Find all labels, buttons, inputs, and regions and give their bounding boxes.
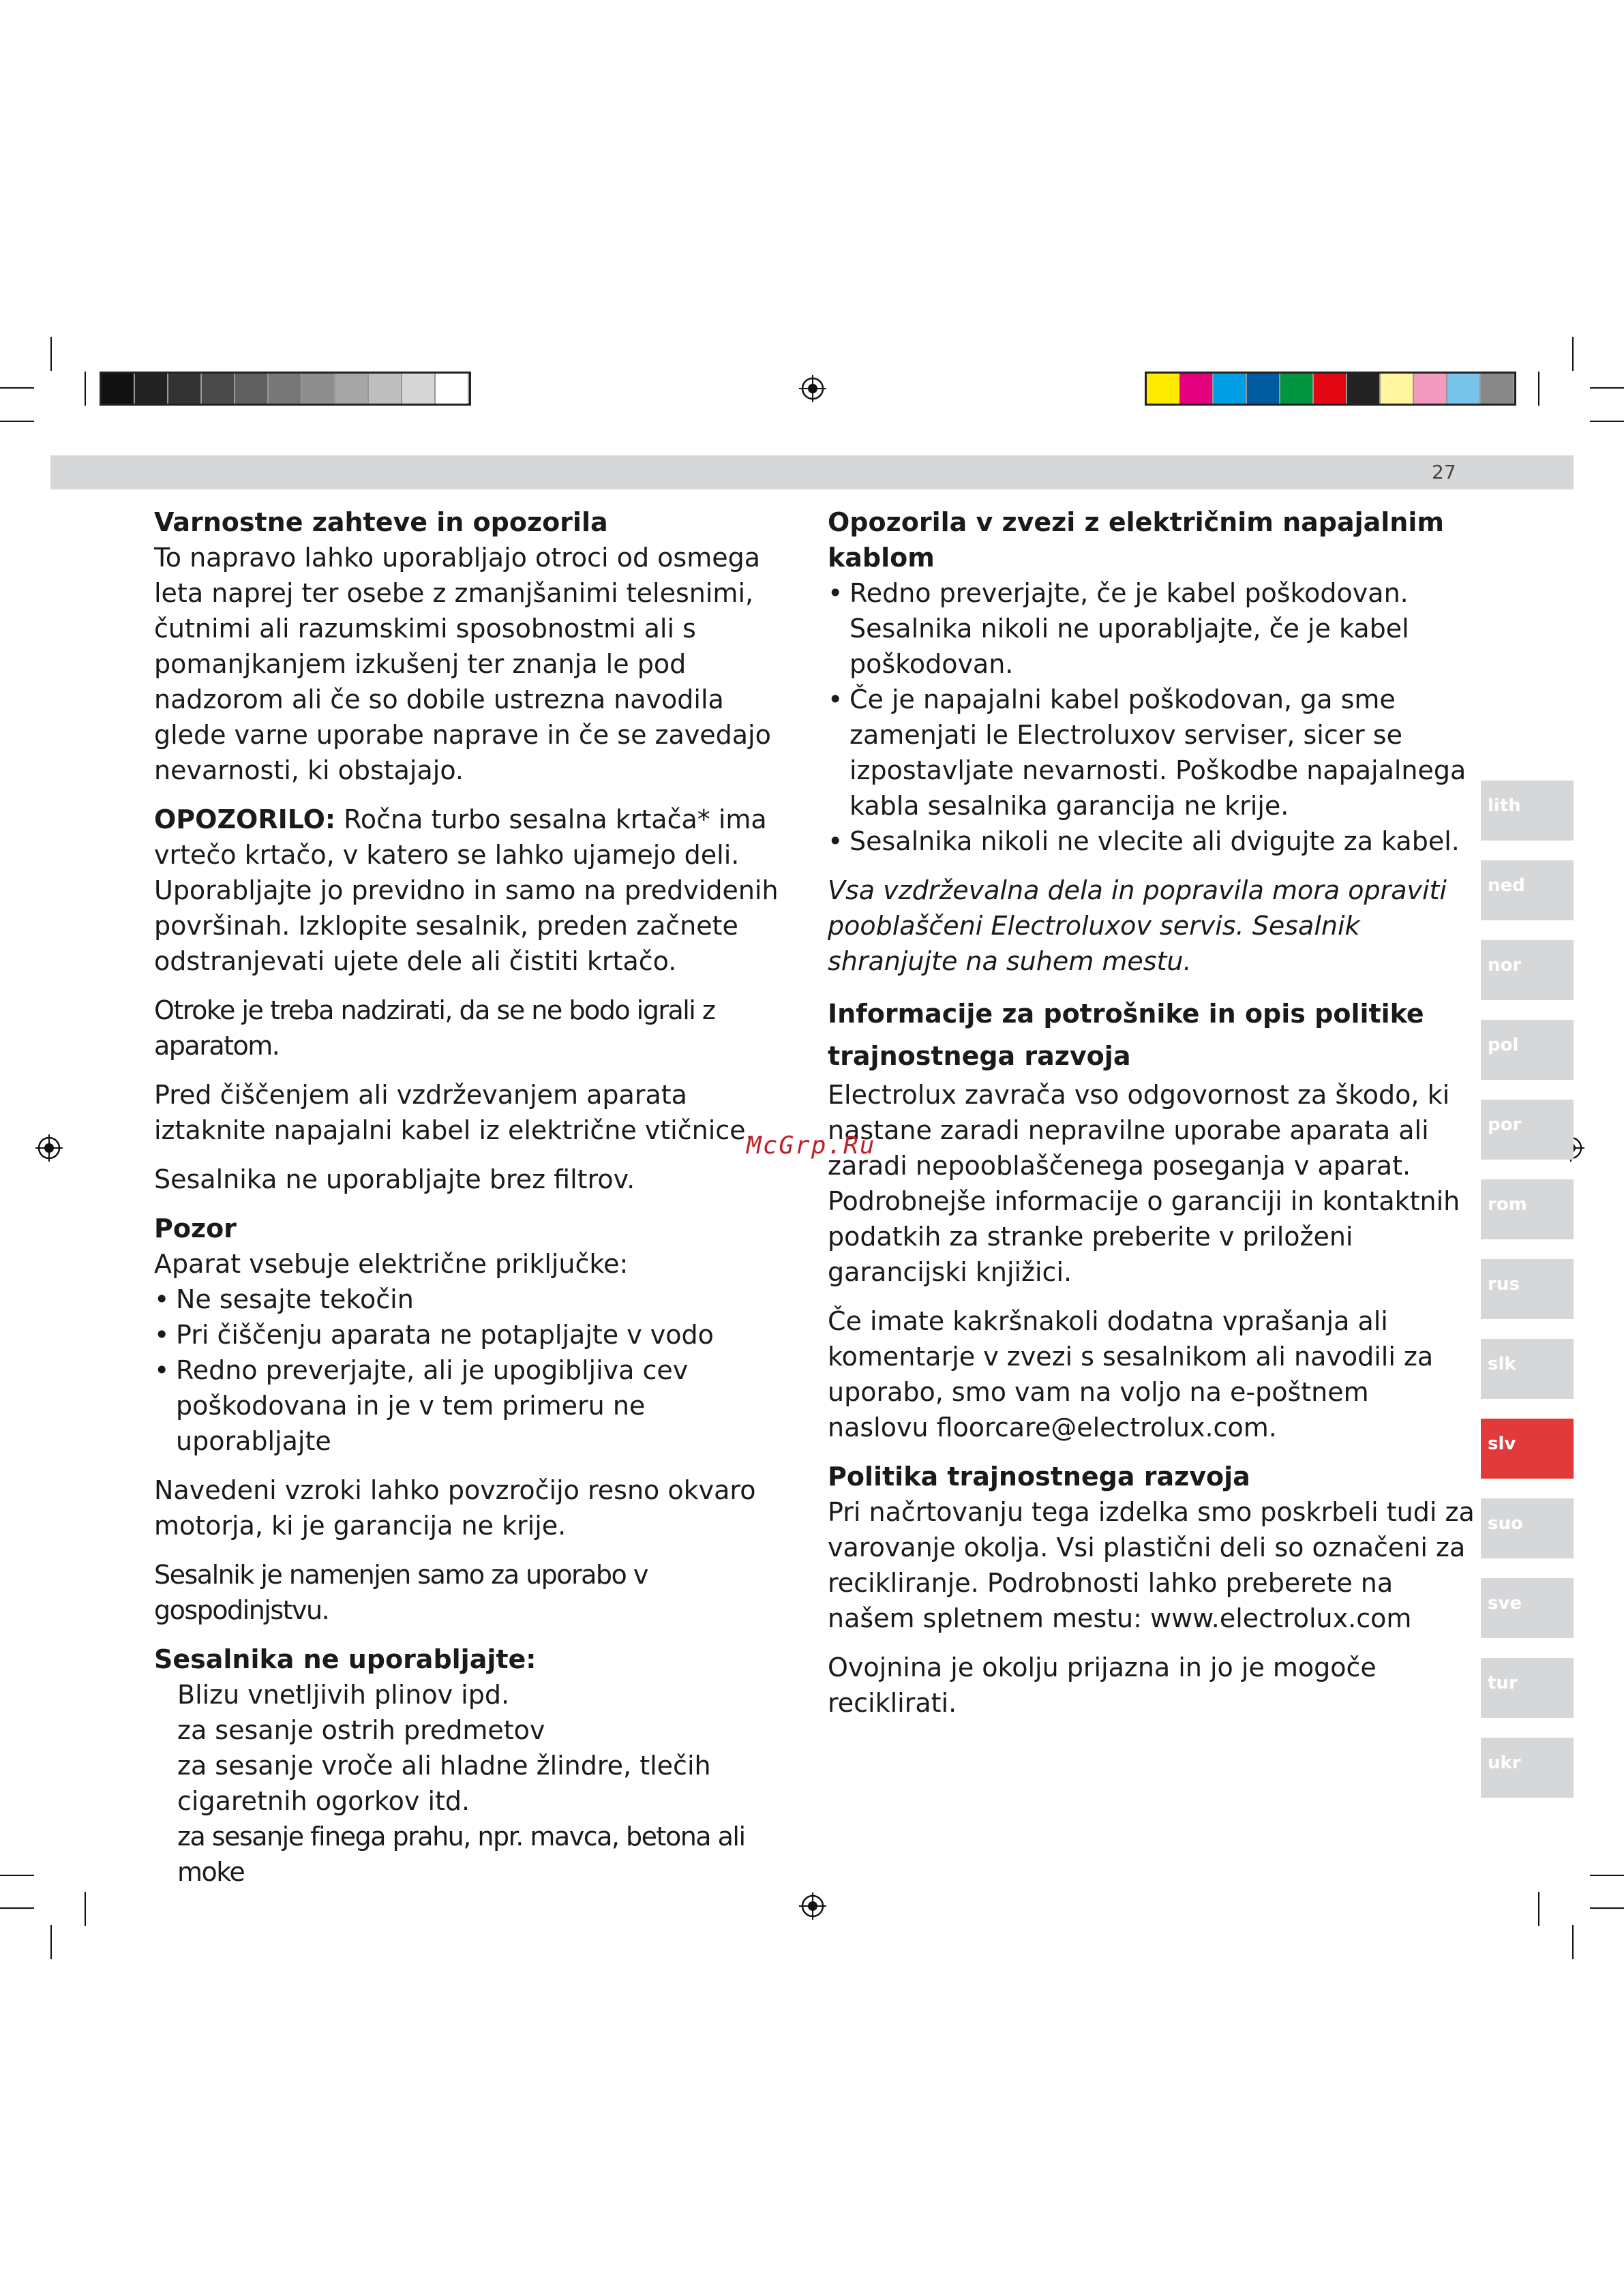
tab-rom[interactable]: rom [1481, 1179, 1574, 1239]
tab-sve[interactable]: sve [1481, 1578, 1574, 1638]
crop-mark [50, 1925, 52, 1959]
tab-lith[interactable]: lith [1481, 781, 1574, 841]
contact-text: Če imate kakršnakoli dodatna vprašanja ali komentarje v zvezi s sesalnikom ali navodili za uporabo, smo vam na voljo na e-poštnem naslovu floorcare@electrolux.com. [828, 1306, 1434, 1442]
color-swatch [235, 374, 269, 404]
unplug-note: Pred čiščenjem ali vzdrževanjem aparata iztaknite napajalni kabel iz električne vtičnice. [154, 1080, 754, 1145]
left-column [154, 504, 795, 1890]
crop-mark [0, 421, 34, 422]
crop-mark [1572, 1925, 1574, 1959]
caution-heading: Pozor [154, 1213, 237, 1243]
crop-mark [0, 1907, 34, 1909]
cable-heading: Opozorila v zvezi z električnim napajalnim kablom [828, 507, 1444, 573]
registration-mark-icon [35, 1134, 63, 1162]
tab-suo[interactable]: suo [1481, 1498, 1574, 1558]
color-swatch [135, 374, 168, 404]
cable-list [828, 575, 1475, 859]
list-item: • Sesalnika nikoli ne vlecite ali dvigujte za kabel. [828, 824, 1475, 859]
filters-note: Sesalnika ne uporabljajte brez filtrov. [154, 1164, 635, 1194]
page-number: 27 [1432, 461, 1456, 483]
tab-ukr[interactable]: ukr [1481, 1738, 1574, 1798]
crop-mark [85, 372, 86, 406]
sustain-text: Pri načrtovanju tega izdelka smo poskrbeli tudi za varovanje okolja. Vsi plastični deli so označeni za recikliranje. Podrobnosti lahko preberete na našem spletnem mestu: www.electrolux.com [828, 1497, 1475, 1633]
consumer-text: Electrolux zavrača vso odgovornost za škodo, ki nastane zaradi nepravilne uporabe aparata ali zaradi nepooblaščenega poseganja v aparat. Podrobnejše informacije o garanciji in kontaktnih podatkih za stranke preberite v priloženi garancijski knjižici. [828, 1080, 1460, 1287]
damage-note: Navedeni vzroki lahko povzročijo resno okvaro motorja, ki je garancija ne krije. [154, 1475, 756, 1541]
do-not-use-heading: Sesalnika ne uporabljajte: [154, 1644, 537, 1674]
color-swatch [102, 374, 135, 404]
caution-intro: Aparat vsebuje električne priključke: [154, 1249, 629, 1279]
crop-mark [1572, 337, 1574, 371]
children-note: Otroke je treba nadzirati, da se ne bodo igrali z aparatom. [154, 995, 715, 1061]
caution-list [154, 1282, 795, 1459]
color-swatch [402, 374, 436, 404]
safety-heading: Varnostne zahteve in opozorila [154, 507, 608, 537]
crop-mark [1590, 1875, 1624, 1876]
warning-text: Ročna turbo sesalna krtača* ima vrtečo krtačo, v katero se lahko ujamejo deli. Uporabljajte jo previdno in samo na predvidenih površinah. Izklopite sesalnik, preden začnete odstranjevati ujete dele ali čistiti krtačo. [154, 804, 779, 976]
color-swatch [1314, 374, 1347, 404]
color-swatch [1414, 374, 1447, 404]
safety-text: To napravo lahko uporabljajo otroci od osmega leta naprej ter osebe z zmanjšanimi telesnimi, čutnimi ali razumskimi sposobnostmi ali s pomanjkanjem izkušenj ter znanja le pod nadzorom ali če so dobile ustrezna navodila glede varne uporabe naprave in če se zavedajo nevarnosti, ki obstajajo. [154, 543, 771, 785]
color-swatch [1347, 374, 1381, 404]
list-item: • Pri čiščenju aparata ne potapljajte v vodo [154, 1317, 795, 1353]
crop-mark [1538, 372, 1539, 406]
list-item: za sesanje ostrih predmetov [177, 1715, 545, 1745]
list-item: Blizu vnetljivih plinov ipd. [177, 1680, 510, 1710]
color-swatch [335, 374, 369, 404]
crop-mark [1590, 1907, 1624, 1909]
process-color-bar [1145, 372, 1516, 406]
color-swatch [1381, 374, 1414, 404]
color-swatch [1447, 374, 1481, 404]
language-tabs [1481, 781, 1574, 1817]
tab-por[interactable]: por [1481, 1100, 1574, 1160]
color-swatch [202, 374, 235, 404]
tab-slv[interactable]: slv [1481, 1419, 1574, 1479]
header-band [50, 455, 1574, 489]
registration-mark-icon [799, 1892, 826, 1920]
crop-mark [1538, 1892, 1539, 1926]
tab-rus[interactable]: rus [1481, 1259, 1574, 1319]
color-swatch [269, 374, 302, 404]
color-swatch [1481, 374, 1514, 404]
list-item: za sesanje finega prahu, npr. mavca, betona ali moke [177, 1822, 745, 1887]
crop-mark [0, 1875, 34, 1876]
crop-mark [85, 1892, 86, 1926]
tab-nor[interactable]: nor [1481, 940, 1574, 1000]
crop-mark [50, 337, 52, 371]
crop-mark [1590, 387, 1624, 389]
tab-ned[interactable]: ned [1481, 860, 1574, 920]
packaging-note: Ovojnina je okolju prijazna in jo je mogoče reciklirati. [828, 1652, 1377, 1718]
list-item: • Če je napajalni kabel poškodovan, ga sme zamenjati le Electroluxov serviser, sicer se izpostavljate nevarnosti. Poškodbe napajalnega kabla sesalnika garancija ne krije. [828, 682, 1475, 824]
household-note: Sesalnik je namenjen samo za uporabo v gospodinjstvu. [154, 1560, 648, 1625]
crop-mark [0, 387, 34, 389]
consumer-heading: Informacije za potrošnike in opis politike trajnostnega razvoja [828, 999, 1424, 1071]
color-swatch [369, 374, 402, 404]
list-item: • Ne sesajte tekočin [154, 1282, 795, 1317]
registration-mark-icon [799, 375, 826, 402]
color-swatch [1180, 374, 1214, 404]
warning-label: OPOZORILO: [154, 804, 336, 834]
right-column [828, 504, 1475, 1734]
sustain-heading: Politika trajnostnega razvoja [828, 1462, 1250, 1492]
tab-tur[interactable]: tur [1481, 1658, 1574, 1718]
crop-mark [1590, 421, 1624, 422]
warning-paragraph [154, 802, 795, 979]
grayscale-color-bar [100, 372, 471, 406]
list-item: • Redno preverjajte, ali je upogibljiva cev poškodovana in je v tem primeru ne uporabljajte [154, 1353, 795, 1459]
color-swatch [1147, 374, 1180, 404]
tab-pol[interactable]: pol [1481, 1020, 1574, 1080]
color-swatch [1247, 374, 1280, 404]
color-swatch [1280, 374, 1314, 404]
color-swatch [436, 374, 469, 404]
color-swatch [302, 374, 335, 404]
color-swatch [1214, 374, 1247, 404]
watermark: McGrp.Ru [747, 1132, 876, 1160]
list-item: • Redno preverjajte, če je kabel poškodovan. Sesalnika nikoli ne uporabljajte, če je kabel poškodovan. [828, 575, 1475, 682]
color-swatch [168, 374, 202, 404]
tab-slk[interactable]: slk [1481, 1339, 1574, 1399]
service-note: Vsa vzdrževalna dela in popravila mora opraviti pooblaščeni Electroluxov servis. Sesalnik shranjujte na suhem mestu. [828, 875, 1447, 976]
list-item: za sesanje vroče ali hladne žlindre, tlečih cigaretnih ogorkov itd. [177, 1751, 711, 1816]
